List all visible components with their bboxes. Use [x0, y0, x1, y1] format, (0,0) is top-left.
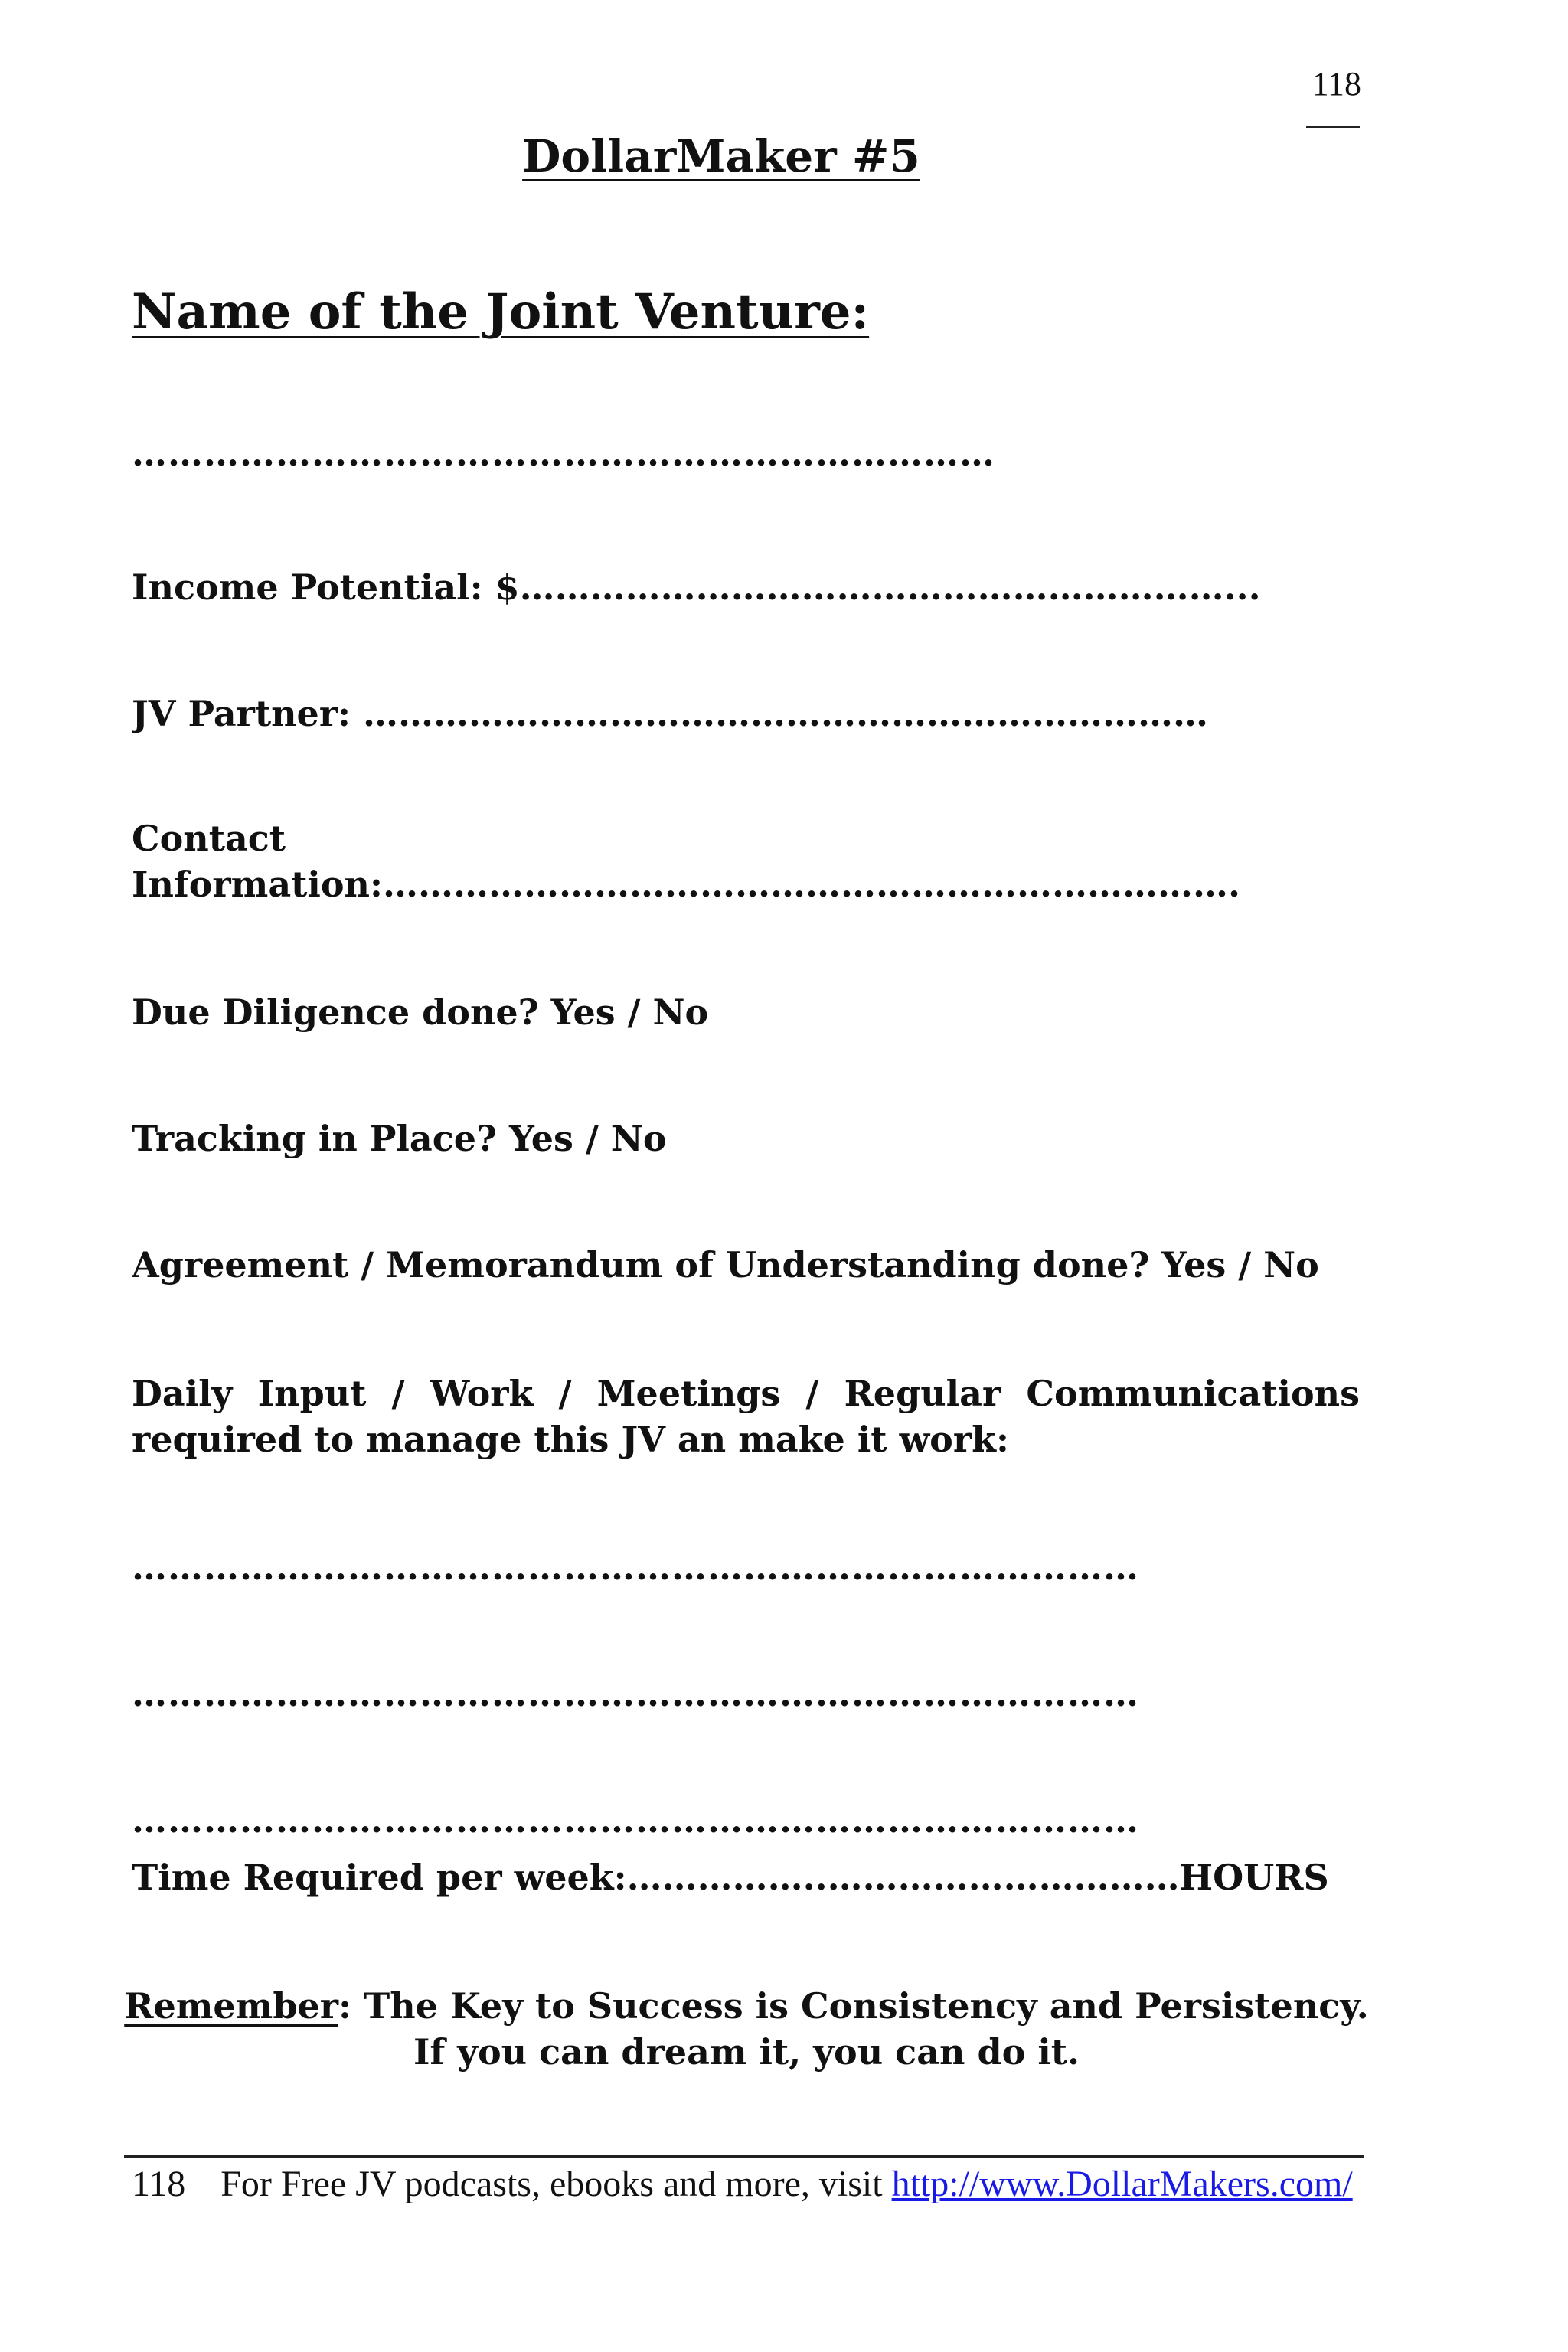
page-footer: [132, 2163, 1353, 2205]
footer-page-number: 118: [132, 2164, 186, 2204]
header-rule: [1306, 126, 1360, 128]
time-required-field[interactable]: Time Required per week:……………..…………………………HOURS: [132, 1857, 1329, 1898]
remember-line-1: [0, 1983, 1493, 2029]
contact-information-field[interactable]: Information:……………………………………………………………….: [132, 864, 1240, 905]
daily-input-fill-line-3[interactable]: …………………………………………………………………………: [132, 1799, 1139, 1841]
tracking-question[interactable]: Tracking in Place? Yes / No: [132, 1118, 667, 1159]
remember-line-2: If you can dream it, you can do it.: [413, 2031, 1080, 2073]
daily-input-question: Daily Input / Work / Meetings / Regular Communications required to manage this JV an make it work:: [132, 1373, 1360, 1460]
jv-name-heading: Name of the Joint Venture:: [132, 283, 870, 341]
contact-label: Contact: [132, 818, 286, 859]
footer-rule: [124, 2155, 1364, 2158]
agreement-question[interactable]: Agreement / Memorandum of Understanding done? Yes / No: [132, 1244, 1319, 1285]
footer-link[interactable]: http://www.DollarMakers.com/: [891, 2164, 1353, 2204]
income-potential-field[interactable]: Income Potential: $……………………………………………………...: [132, 567, 1261, 608]
daily-input-fill-line-2[interactable]: …………………………………………………………………………: [132, 1673, 1139, 1714]
jv-name-fill-line[interactable]: ………………………………………………………………: [132, 433, 995, 474]
remember-note: [0, 1983, 1493, 2075]
page-title: DollarMaker #5: [522, 130, 920, 182]
remember-label: Remember: [124, 1985, 339, 2027]
jv-partner-field[interactable]: JV Partner: ………………………………………………………………: [132, 693, 1209, 734]
footer-text: For Free JV podcasts, ebooks and more, visit: [220, 2164, 892, 2204]
daily-input-fill-line-1[interactable]: …………………………………………………………………………: [132, 1547, 1139, 1588]
page-number-header: 118: [1312, 65, 1361, 103]
remember-text: : The Key to Success is Consistency and Persistency.: [338, 1985, 1369, 2027]
due-diligence-question[interactable]: Due Diligence done? Yes / No: [132, 991, 709, 1033]
